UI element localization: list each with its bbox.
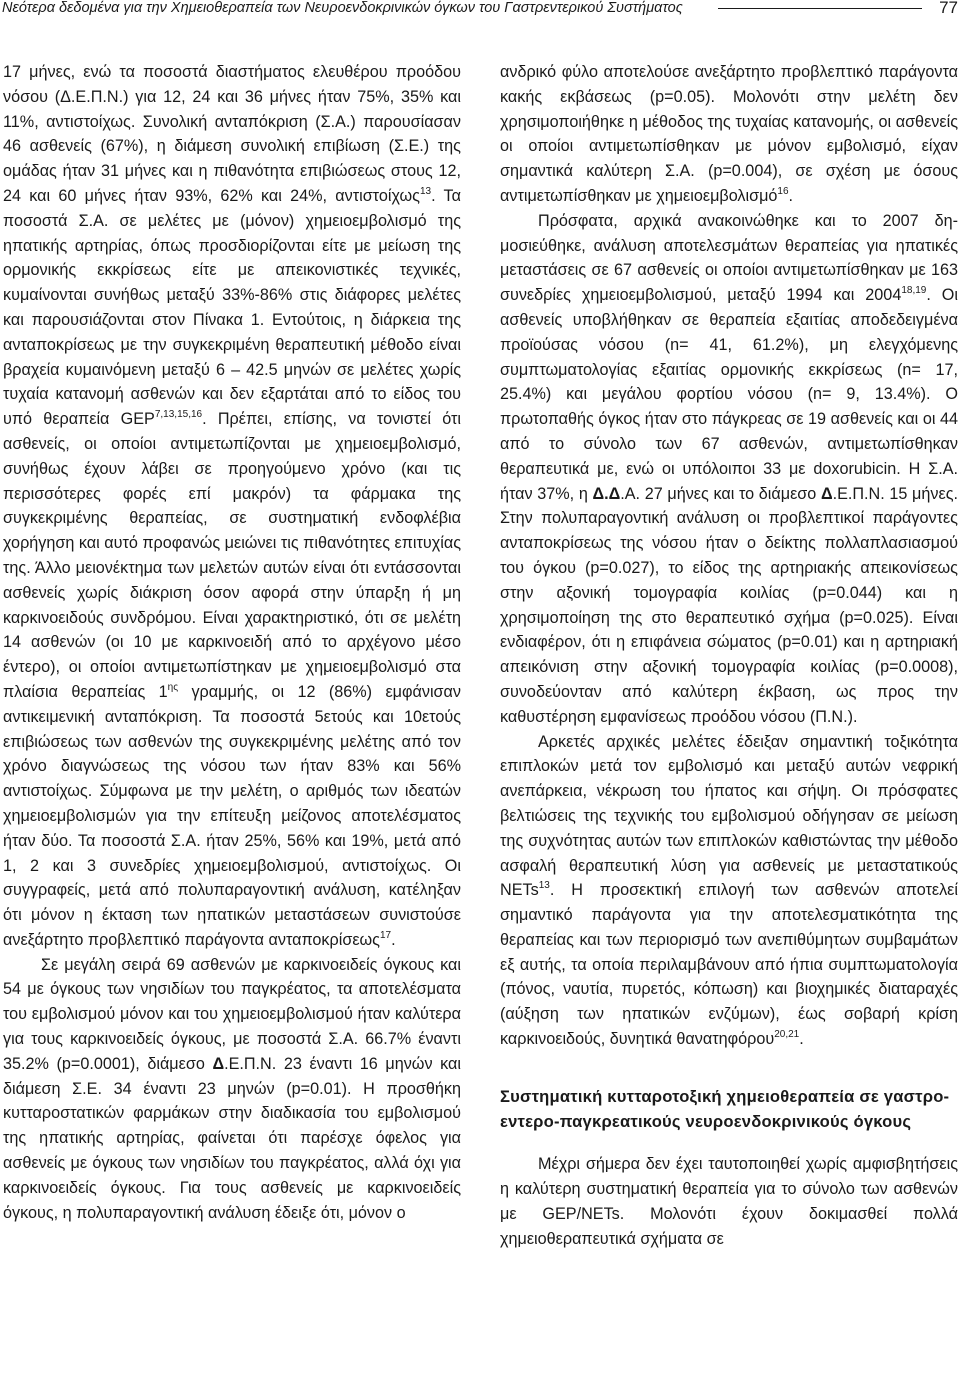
citation: 7,13,15,16: [154, 408, 203, 420]
right-paragraph-4: [500, 1152, 958, 1251]
citation: 20,21: [774, 1028, 800, 1040]
citation: 16: [777, 185, 789, 197]
header-rule: [718, 8, 922, 9]
right-column: [500, 60, 958, 1252]
text-span: Σε μεγάλη σειρά 69 ασθενών με καρκινοειδείς όγκους και 54 με όγκους των νησιδίων του παγκρέατος, τα αποτελέσματα του εμβολισμού μόνον και του χημειοεμβολισμού ήταν καλύτερα για τους καρκινοειδείς όγκους, με ποσοστά Σ.Α. 66.7% έναντι 35.2% (p=0.0001), διάμεσο: [3, 955, 461, 1073]
running-header: [0, 0, 960, 22]
text-span: 17 μήνες, ενώ τα ποσοστά διαστήματος ελευθέρου προόδου νόσου (Δ.Ε.Π.Ν.) για 12, 24 και 36 μήνες ήταν 75%, 35% και 11%, αντιστοίχως. Συνολική ανταπόκριση (Σ.Α.) παρουσίασαν 46 ασθενείς (67%), η διάμεση συνολική επιβίωση (Σ.Ε.) της ομάδας ήταν 31 μήνες και η πιθανότητα επιβιώσεως στους 12, 24 και 60 μήνες ήταν 93%, 62% και 24%, αντιστοίχως: [3, 63, 461, 205]
right-paragraph-3: [500, 730, 958, 1052]
text-span: .Ε.Π.Ν. 15 μήνες. Στην πολυπαραγοντική ανάλυση οι προβλεπτικοί παράγοντες ανταποκρίσεως της νόσου ήταν ο δείκτης πολλαπλασιασμού του όγκου (p=0.027), το είδος της αρτηριακής απεικονίσεως στην αξονική τομογραφία κοιλίας (p=0.044) και η χρησιμοποίηση της στο θεραπευτικό σχήμα (p=0.025). Είναι ενδιαφέρον, ότι η επιφάνεια σώματος (p=0.01) και η αρτηριακή απεικόνιση στην αξονική τομογραφία κοιλίας (p=0.0008), συνοδεύονταν από καλύτερη έκβαση, ως προς την καθυστέρηση εμφανίσεως προόδου νόσου (Π.Ν.).: [500, 484, 958, 726]
bold-text: Δ: [820, 484, 833, 503]
text-span: Πρόσφατα, αρχικά ανακοινώθηκε και το 2007 δημοσιεύθηκε, ανάλυση αποτελεσμάτων θεραπείας για ηπατικές μεταστάσεις σε 67 ασθενείς οι οποίοι αντιμετωπίσθηκαν με 163 συνεδρίες χημειοεμβολισμού, μεταξύ 1994 και 2004: [500, 211, 958, 305]
text-span: .: [391, 930, 396, 949]
text-span: .: [788, 186, 794, 205]
bold-text: Δ.Δ: [592, 484, 621, 503]
text-span: . Τα ποσοστά Σ.Α. σε μελέτες με (μόνον) χημειοεμβολισμό της ηπατικής αρτηρίας, όπως προσδιορίζονται είτε με μείωση της ορμονικής εκκρίσεως είτε με απεικονιστικές τεχνικές, κυμαίνονται συνήθως μεταξύ 33%-86% στις διάφορες μελέτες και παρουσιάζονται στον Πίνακα 1. Εντούτοις, η διάρκεια της ανταποκρίσεως με την συγκεκριμένη θεραπευτική μέθοδο είναι βραχεία κυμαινόμενη μεταξύ 6 – 42.5 μηνών σε μελέτες χωρίς τυχαία κατανομή ασθενών και δεν εξαρτάται από το είδος του υπό θεραπεία GEP: [3, 186, 462, 429]
left-column: [3, 60, 461, 1225]
left-paragraph-2: [3, 953, 461, 1226]
text-span: Μέχρι σήμερα δεν έχει ταυτοποιηθεί χωρίς αμφισβητήσεις η καλύτερη συστηματική θεραπεία για το σύνολο των ασθενών με GEP/NETs. Μολονότι έχουν δοκιμασθεί πολλά χημειοθεραπευτικά σχήματα σε: [500, 1155, 958, 1248]
citation: 13: [419, 185, 432, 197]
right-paragraph-2: [500, 209, 958, 730]
text-span: Αρκετές αρχικές μελέτες έδειξαν σημαντική τοξικότητα επιπλοκών μετά τον εμβολισμό και μεταξύ αυτών νεφρική ανεπάρκεια, νέκρωση του ήπατος και σήψη. Οι πρόσφατες βελτιώσεις της τεχνικής του εμβολισμού οδήγησαν σε μείωση της συχνότητας αυτών των επιπλοκών καθιστώντας την μέθοδο ασφαλή θεραπευτική λύση για ασθενείς με μεταστατικούς NETs: [500, 732, 958, 900]
text-span: .Α. 27 μήνες και το διάμεσο: [620, 484, 821, 503]
page-number: 77: [939, 0, 958, 17]
text-span: . Πρέπει, επίσης, να τονιστεί ότι ασθενείς, οι οποίοι αντιμετωπίζονται με χημειοεμβολισμό, συνήθως έχουν λάβει σε προηγούμενο χρόνο (και τις περισσότερες φορές επί μακρόν) τα φάρμακα της συγκεκριμένης θεραπείας, σε συστηματική ενδοφλέβια χορήγηση και αυτό προφανώς μειώνει τις πιθανότητες επιτυχίας της. Άλλο μειονέκτημα των μελετών αυτών είναι ότι εντάσσονται ασθενείς χωρίς διάκριση όσον αφορά στην ύπαρξη ή μη καρκινοειδούς συνδρόμου. Είναι χαρακτηριστικό, ότι σε μελέτη 14 ασθενών (οι 10 με καρκινοειδή από το αρχέγονο μέσο έντερο), οι οποίοι αντιμετωπίστηκαν με χημειοεμβολισμό στα πλαίσια θεραπείας 1: [3, 410, 461, 701]
text-span: .Ε.Π.Ν. 23 έναντι 16 μηνών και διάμεση Σ.Ε. 34 έναντι 23 μηνών (p=0.01). Η προσθήκη κυτταροστατικών φαρμάκων στην διαδικασία του εμβολισμού της ηπατικής αρτηρίας, φαίνεται ότι παρέσχε όφελος για ασθενείς με όγκους των νησιδίων του παγκρέατος, αλλά όχι για καρκινοειδείς όγκους. Για τους ασθενείς με καρκινοειδείς όγκους, η πολυπαραγοντική ανάλυση έδειξε ότι, μόνον ο: [3, 1054, 461, 1222]
left-paragraph-1: [3, 60, 461, 953]
text-span: . Η προσεκτική επιλογή των ασθενών αποτελεί σημαντικό παράγοντα για την αποτελεσματικότητα της θεραπείας και των περιορισμό των ανεπιθύμητων συμβαμάτων εξ αυτής, τα οποία περιλαμβάνουν από ήπια συμπτωματολογία (πόνος, ναυτία, πυρετός, κόπωση) και βιοχημικές διαταραχές (αύξηση των ηπατικών ενζύμων), έως σοβαρή κρίση καρκινοειδούς, δυνητικά θανατηφόρου: [500, 881, 958, 1049]
citation: 18,19: [901, 284, 927, 296]
bold-text: Δ: [212, 1054, 225, 1073]
text-span: .: [799, 1030, 804, 1049]
citation: 17: [379, 929, 392, 941]
citation: 13: [538, 879, 550, 891]
ordinal-suffix: ης: [167, 681, 179, 693]
running-header-title: Νεότερα δεδομένα για την Χημειοθεραπεία των Νευροενδοκρινικών όγκων του Γαστρεντερικού Συστήματος: [2, 0, 683, 16]
right-paragraph-1: [500, 60, 958, 209]
text-span: . Οι ασθενείς υποβλήθηκαν σε θεραπεία εξαιτίας αποδεδειγμένα προϊούσας νόσου (n= 41, 61.2%), μη ελεγχόμενης συμπτωματολογίας εξαιτίας ορμονικής εκκρίσεως (n= 17, 25.4%) και μεγάλου φορτίου νόσου (n= 9, 13.4%). Ο πρωτοπαθής όγκος ήταν στο πάγκρεας σε 19 ασθενείς και οι 44 από το σύνολο των 67 ασθενών, αντιμετωπίσθηκαν θεραπευτικά με, ενώ οι υπόλοιποι 33 με doxorubicin. Η Σ.Α. ήταν 37%, η: [500, 286, 958, 503]
text-span: γραμμής, οι 12 (86%) εμφάνισαν αντικειμενική ανταπόκριση. Τα ποσοστά 5ετούς και 10ετούς επιβιώσεως των ασθενών της συγκεκριμένης μελέτης από τον χρόνο διαγνώσεως της νόσου των ήταν 83% και 56% αντιστοίχως. Σύμφωνα με την μελέτη, ο αριθμός των ιδεατών χημειοεμβολισμών για την επίτευξη μείζονος αποτελέσματος ήταν δύο. Τα ποσοστά Σ.Α. ήταν 25%, 56% και 19%, μετά από 1, 2 και 3 συνεδρίες χημειοεμβολισμού, αντιστοίχως. Οι συγγραφείς, μετά από πολυπαραγοντική ανάλυση, κατέληξαν ότι μόνον η έκταση των ηπατικών μεταστάσεων συνιστούσε ανεξάρτητο προβλεπτικό παράγοντα ανταποκρίσεως: [3, 682, 461, 949]
text-span: ανδρικό φύλο αποτελούσε ανεξάρτητο προβλεπτικό παράγοντα κακής εκβάσεως (p=0.05). Μολονότι στην μελέτη δεν χρησιμοποιήθηκε η μέθοδος της τυχαίας κατανομής, οι ασθενείς οι οποίοι αντιμετωπίσθηκαν με μόνον εμβολισμό, είχαν σημαντικά καλύτερη Σ.Α. (p=0.004), σε σχέση με όσους αντιμετωπίσθηκαν με χημειοεμβολισμό: [500, 63, 958, 205]
section-heading: Συστηματική κυτταροτοξική χημειοθεραπεία σε γαστρο-εντερο-παγκρεατικούς νευροενδοκρινικούς όγκους: [500, 1086, 950, 1131]
